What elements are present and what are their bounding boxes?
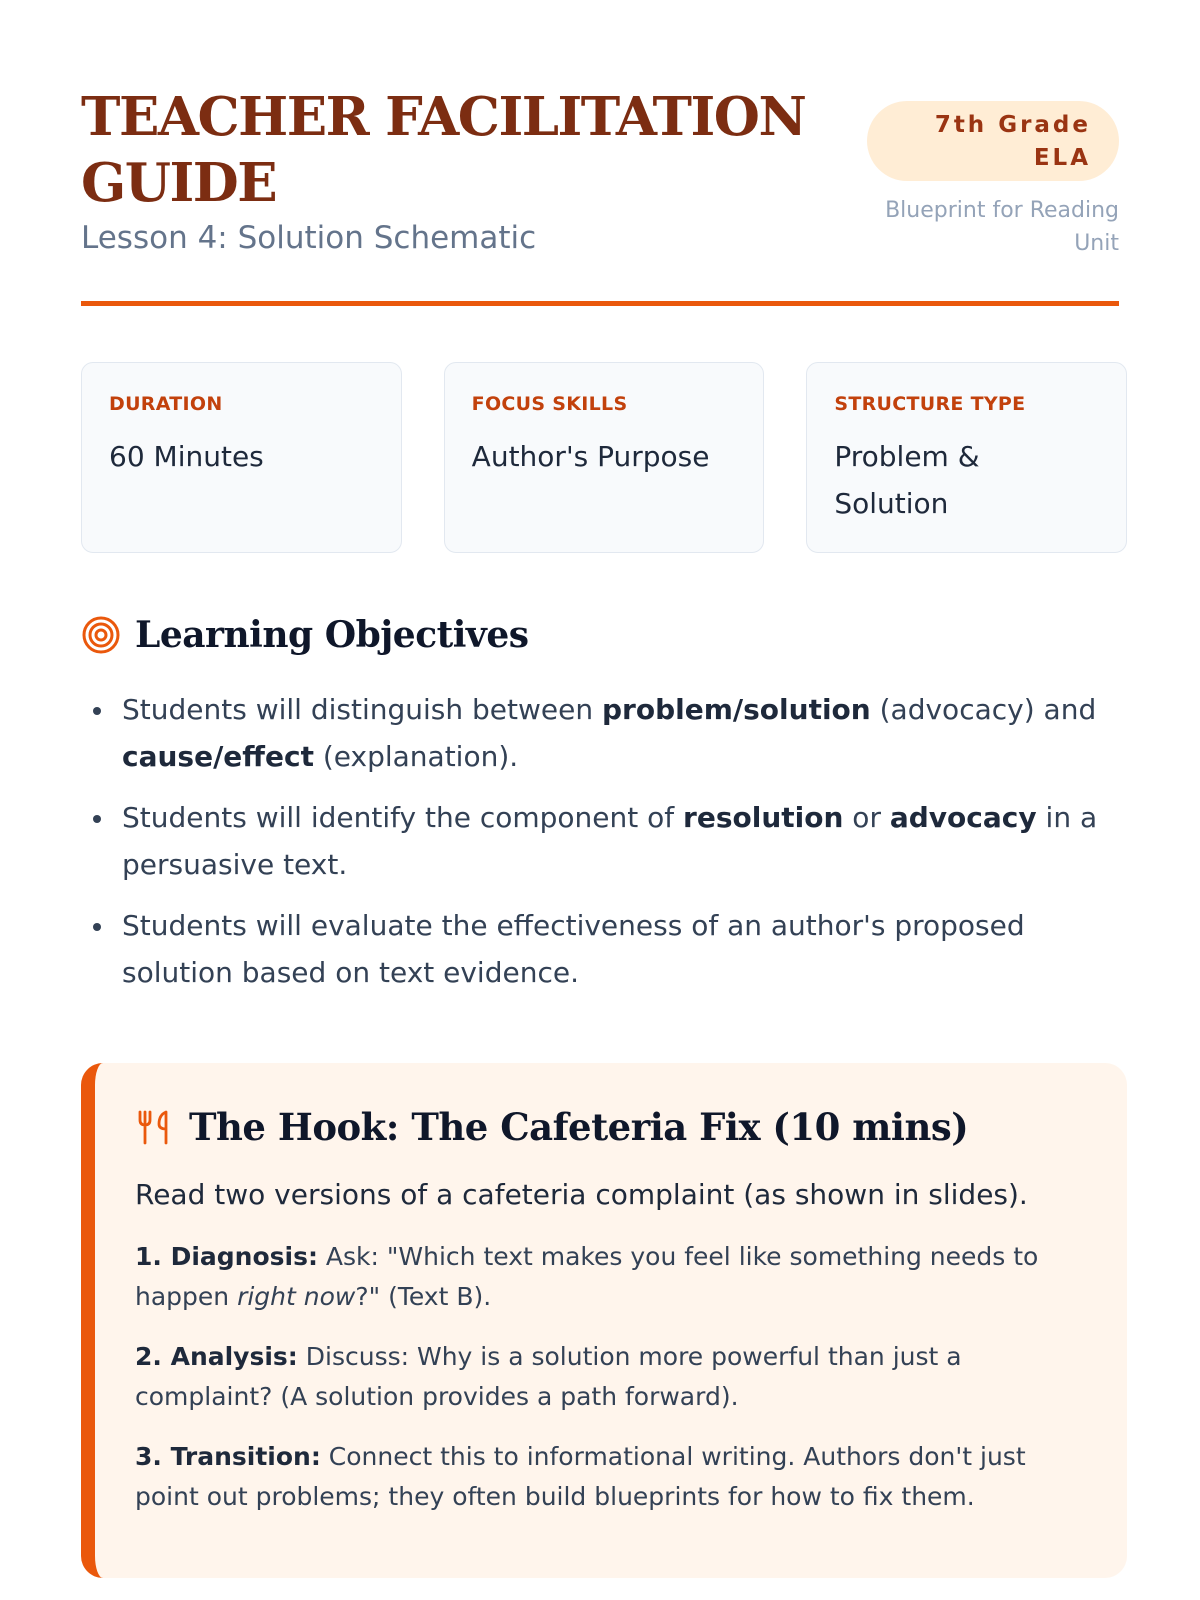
- section-heading: [81, 608, 1127, 662]
- step-analysis: 2. Analysis: Discuss: Why is a solution more powerful than just a complaint? (A solution provides a path forward).: [135, 1342, 962, 1411]
- objectives-list: [81, 686, 1127, 996]
- step-transition: 3. Transition: Connect this to informational writing. Authors don't just point out problems; they often build blueprints for how to fix them.: [135, 1442, 1026, 1511]
- target-icon: [81, 615, 121, 655]
- header-divider: [81, 301, 1119, 306]
- lesson-subtitle: Lesson 4: Solution Schematic: [81, 220, 537, 256]
- unit-note: Blueprint for Reading Unit: [885, 198, 1119, 256]
- duration-card: [81, 362, 402, 553]
- card-label: STRUCTURE TYPE: [834, 393, 1026, 415]
- list-item: Students will distinguish between problem/solution (advocacy) and cause/effect (explanation).: [81, 686, 1127, 780]
- card-label: FOCUS SKILLS: [471, 393, 628, 415]
- hook-intro: Read two versions of a cafeteria complaint (as shown in slides).: [135, 1178, 1028, 1211]
- hook-heading: [135, 1099, 1087, 1155]
- hook-title: The Hook: The Cafeteria Fix (10 mins): [189, 1105, 969, 1149]
- hook-callout: [81, 1063, 1127, 1578]
- grade-badge: 7th Grade ELA: [867, 101, 1119, 181]
- step-diagnosis: 1. Diagnosis: Ask: "Which text makes you feel like something needs to happen right now?" (Text B).: [135, 1242, 1039, 1311]
- page-header: [81, 0, 1119, 310]
- card-value: 60 Minutes: [109, 440, 264, 473]
- list-item: Students will evaluate the effectiveness of an author's proposed solution based on text evidence.: [81, 902, 1127, 996]
- section-title: Learning Objectives: [135, 614, 529, 656]
- fork-knife-icon: [135, 1107, 175, 1147]
- learning-objectives-section: [81, 608, 1127, 1010]
- list-item: Students will identify the component of resolution or advocacy in a persuasive text.: [81, 794, 1127, 888]
- structure-type-card: [806, 362, 1127, 553]
- info-cards: [81, 362, 1127, 553]
- card-label: DURATION: [109, 393, 223, 415]
- card-value: Author's Purpose: [471, 440, 710, 473]
- card-value: Problem & Solution: [834, 440, 980, 520]
- page-title: TEACHER FACILITATION GUIDE: [81, 86, 806, 214]
- focus-skills-card: [444, 362, 765, 553]
